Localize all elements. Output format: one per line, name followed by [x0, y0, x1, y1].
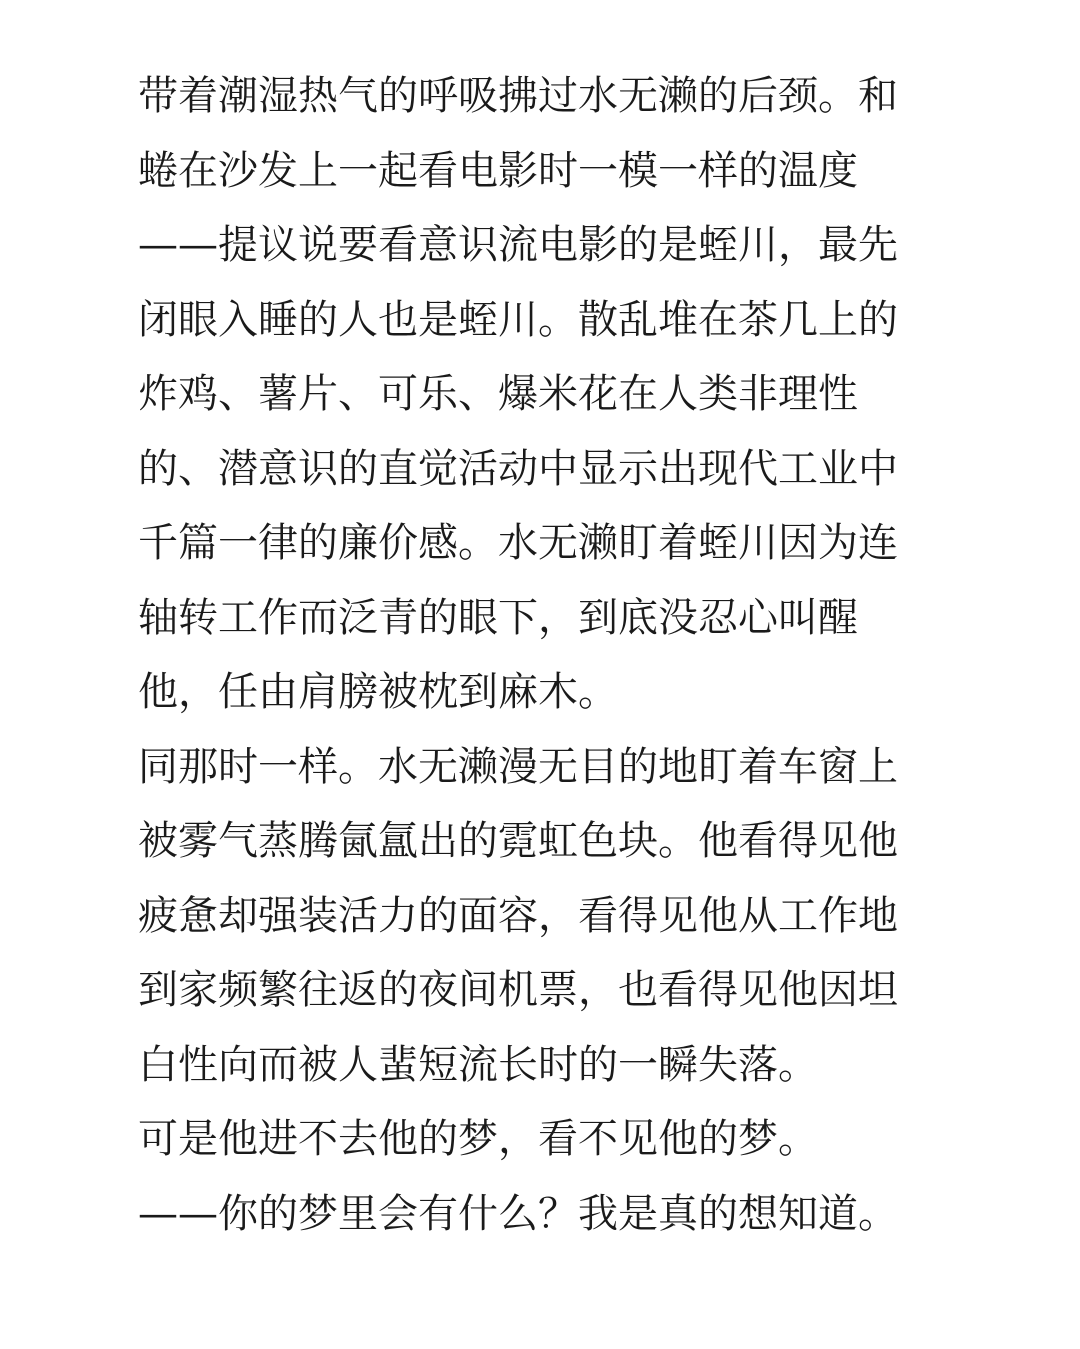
- text-line-10: 同那时一样。水无濑漫无目的地盯着车窗上: [138, 743, 898, 790]
- text-line-9: 他，任由肩膀被枕到麻木。: [138, 669, 618, 715]
- text-line-3: ——提议说要看意识流电影的是蛭川，最先: [138, 222, 898, 268]
- text-line-15: 可是他进不去他的梦，看不见他的梦。: [138, 1116, 818, 1162]
- text-line-4: 闭眼入睡的人也是蛭川。散乱堆在茶几上的: [138, 296, 898, 343]
- text-line-1: 带着潮湿热气的呼吸拂过水无濑的后颈。和: [138, 73, 898, 119]
- text-line-16: ——你的梦里会有什么？我是真的想知道。: [138, 1190, 898, 1237]
- text-line-8: 轴转工作而泛青的眼下，到底没忍心叫醒: [138, 594, 858, 641]
- text-line-5: 炸鸡、薯片、可乐、爆米花在人类非理性: [138, 371, 858, 417]
- text-line-2: 蜷在沙发上一起看电影时一模一样的温度: [138, 147, 858, 194]
- body-text: [138, 59, 928, 1251]
- text-line-7: 千篇一律的廉价感。水无濑盯着蛭川因为连: [138, 520, 898, 566]
- text-line-12: 疲惫却强装活力的面容，看得见他从工作地: [138, 892, 898, 939]
- text-line-13: 到家频繁往返的夜间机票，也看得见他因坦: [138, 967, 898, 1013]
- text-line-14: 白性向而被人蜚短流长时的一瞬失落。: [138, 1041, 818, 1088]
- text-line-11: 被雾气蒸腾氤氲出的霓虹色块。他看得见他: [138, 818, 898, 864]
- text-line-6: 的、潜意识的直觉活动中显示出现代工业中: [138, 445, 898, 492]
